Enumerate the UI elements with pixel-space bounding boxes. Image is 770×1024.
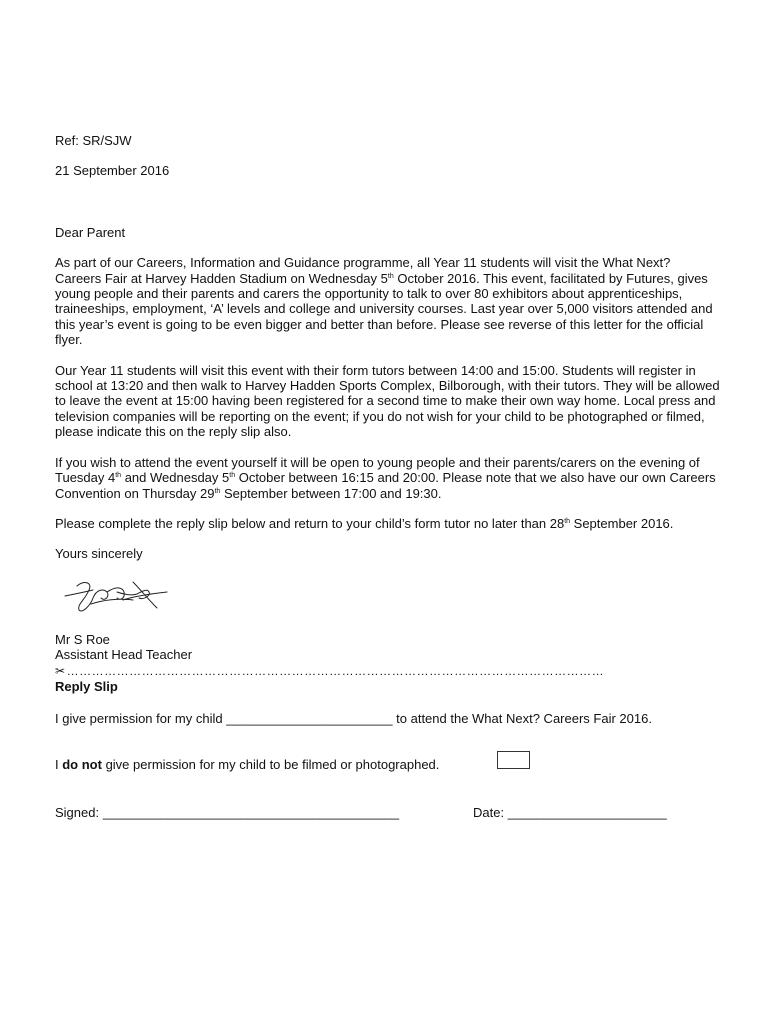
p3-text-a: If you wish to attend the event yourself it will be open to young people and their parents/carers on the evening of Tuesday 4 (55, 454, 700, 486)
date-field[interactable]: ______________________ (507, 804, 667, 820)
film-text-a: I (55, 756, 63, 772)
p3-text-b: and Wednesday 5 (121, 470, 230, 486)
author-title: Assistant Head Teacher (55, 647, 193, 663)
permission-statement (55, 711, 720, 727)
date-label: Date: (473, 804, 508, 820)
reply-slip-title: Reply Slip (55, 678, 118, 694)
p4-text-a: Please complete the reply slip below and return to your child’s form tutor no later than 28 (55, 515, 565, 531)
cut-line-dots: ………………………………………………………………………………………………………………… (66, 663, 605, 678)
author-block (55, 632, 720, 663)
author-name: Mr S Roe (55, 631, 110, 647)
salutation: Dear Parent (55, 224, 126, 240)
signature-image (63, 574, 173, 618)
letter-page (55, 133, 720, 821)
p3-sup-2: th (229, 472, 236, 480)
paragraph-3 (55, 455, 720, 501)
reference: Ref: SR/SJW (55, 133, 132, 148)
p1-sup: th (387, 272, 394, 280)
closing: Yours sincerely (55, 546, 143, 562)
scissors-icon: ✂ (55, 663, 66, 678)
p3-text-c: October between 16:15 and 20:00. Please note that we also have our own Careers Convention on Thursday 29 (55, 470, 716, 501)
p1-text-a: As part of our Careers, Information and Guidance programme, all Year 11 students will visit the What Next? Careers Fair at Harvey Hadden Stadium on Wednesday 5 (55, 255, 671, 286)
p3-sup-1: th (115, 472, 122, 480)
p4-sup: th (564, 517, 571, 525)
signed-field[interactable]: _________________________________________ (102, 804, 400, 820)
p3-sup-3: th (214, 487, 221, 495)
p4-text-b: September 2016. (570, 515, 674, 531)
film-text-bold: do not (62, 756, 102, 772)
signed-field-group (55, 805, 473, 821)
film-permission-row (55, 757, 720, 777)
p3-text-d: September between 17:00 and 19:30. (220, 485, 442, 501)
permission-text-a: I give permission for my child (55, 710, 227, 726)
signature-row (55, 805, 720, 821)
paragraph-2: Our Year 11 students will visit this event with their form tutors between 14:00 and 15:00. Students will register in school at 13:20 and then walk to Harvey Hadden Sports Complex, Bilborough, with their tutors. They will be allowed to leave the event at 15:00 having been registered for a second time to make their own way home. Local press and television companies will be reporting on the event; if you do not wish for your child to be photographed or filmed, please indicate this on the reply slip also. (55, 362, 720, 440)
film-opt-out-checkbox[interactable] (497, 751, 530, 769)
paragraph-4 (55, 516, 720, 531)
permission-text-b: to attend the What Next? Careers Fair 2016. (392, 710, 652, 726)
date-field-group (473, 805, 667, 821)
film-text-b: give permission for my child to be filmed or photographed. (101, 756, 440, 772)
cut-line (55, 663, 711, 679)
child-name-field[interactable]: _______________________ (226, 710, 393, 726)
paragraph-1 (55, 255, 720, 347)
p1-text-b: October 2016. This event, facilitated by Futures, gives young people and their parents and carers the opportunity to talk to over 80 exhibitors about apprenticeships, traineeships, employment, ‘A’ levels and college and university courses. Last year over 5,000 visitors attended and this year’s event is going to be even bigger and better than before. Please see reverse of this letter for the official flyer. (55, 270, 713, 348)
signed-label: Signed: (55, 804, 103, 820)
letter-date: 21 September 2016 (55, 163, 170, 179)
